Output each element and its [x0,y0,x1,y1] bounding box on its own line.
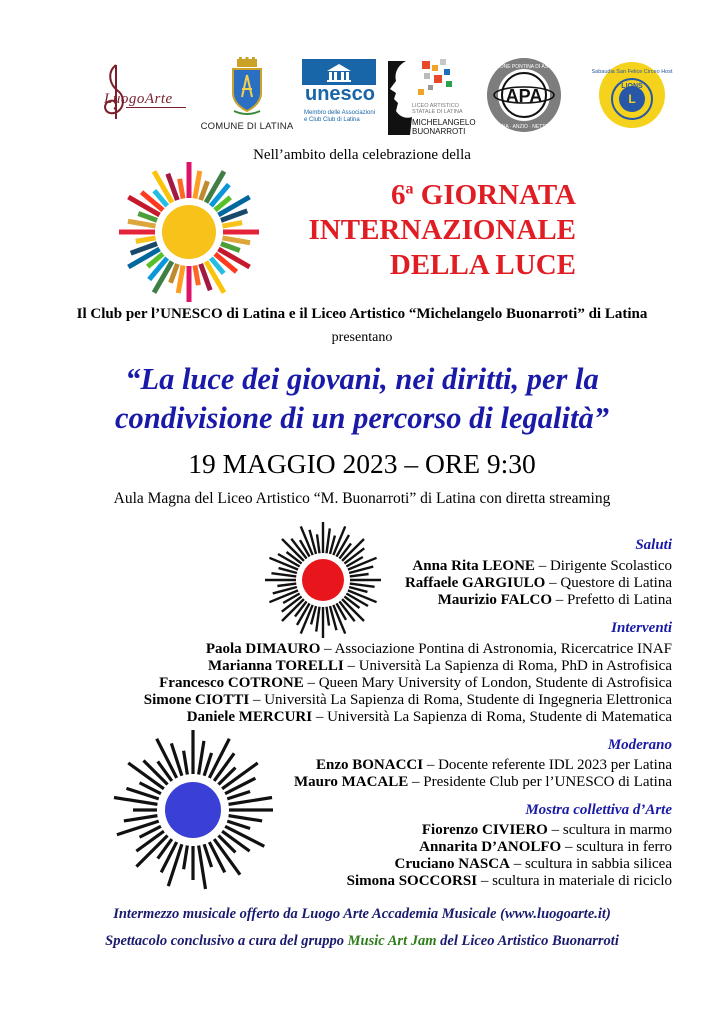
person-name: Enzo BONACCI [315,757,424,773]
person-role: – Dirigente Scolastico [534,558,672,574]
event-title-rest: GIORNATA [413,179,576,211]
person-name: Marianna TORELLI [207,658,344,674]
apa-ring-text: ASSOCIAZIONE PONTINA DI ASTRONOMIA [473,64,575,70]
comune-di-latina-text: COMUNE DI LATINA [200,121,294,132]
music-art-jam-text: Music Art Jam [347,933,437,949]
luogoarte-underline [126,107,186,108]
person-role: – Docente referente IDL 2023 per Latina [423,757,672,773]
list-item [206,641,672,658]
person-role: – Queen Mary University of London, Studente di Astrofisica [303,675,672,691]
person-role: – Università La Sapienza di Roma, PhD in Astrofisica [343,658,672,674]
unesco-emblem-box [302,59,376,85]
person-role: – scultura in sabbia silicea [509,856,672,872]
sun-ray [350,584,375,587]
person-name: Simone CIOTTI [143,692,250,708]
sun-ray [195,171,200,199]
sun-ray [199,846,206,889]
sun-ray [180,179,183,199]
liceo-buonarroti-logo [384,55,476,135]
liceo-small-text: LICEO ARTISTICO STATALE DI LATINA [412,103,463,115]
event-title-line1 [391,178,576,213]
event-title-ordinal: a [405,180,414,198]
person-role: – scultura in materiale di riciclo [477,873,672,889]
footer-music-close: ) [605,906,611,922]
sun-ray [184,751,188,775]
event-title-num: 6 [391,179,406,211]
list-item [144,692,672,709]
luogoarte-link[interactable]: www.luogoarte.it [504,906,606,922]
list-item [187,709,672,726]
person-name: Anna Rita LEONE [412,558,535,574]
person-role: – Presidente Club per l’UNESCO di Latina [408,774,672,790]
section-heading-saluti: Saluti [635,537,672,553]
sun-ray [117,821,159,835]
red-sun-icon [258,520,388,640]
sun-ray [316,607,319,632]
unesco-wordmark: unesco [304,83,376,105]
unesco-temple-icon [302,59,376,85]
sun-ray [317,534,319,553]
subtitle-line2: condivisione di un percorso di legalità” [115,401,609,435]
person-role: – scultura in ferro [561,839,672,855]
list-item [159,675,672,692]
apa-ring-bottom-text: LATINA · ANZIO · NETTUNO [491,124,557,130]
person-role: – Associazione Pontina di Astronomia, Ricercatrice INAF [320,641,672,657]
sun-ray [271,573,296,576]
blue-sun-icon [118,725,268,895]
footer-show-line [0,933,724,950]
footer-music-line [0,906,724,923]
person-role: – Università La Sapienza di Roma, Studente di Matematica [312,709,672,725]
sun-ray [136,238,156,241]
person-role: – scultura in marmo [547,822,672,838]
section-heading-interventi: Interventi [611,620,672,636]
list-item [294,774,672,791]
sun-ray [168,844,182,886]
person-role: – Università La Sapienza di Roma, Studente di Ingegneria Elettronica [249,692,672,708]
coat-of-arms-icon [230,57,264,115]
sun-ray [229,797,272,804]
person-name: Raffaele GARGIULO [404,575,546,591]
sun-ray [225,778,255,793]
list-item [316,757,672,774]
event-venue: Aula Magna del Liceo Artistico “M. Buonarroti” di Latina con diretta streaming [113,490,611,507]
person-name: Maurizio FALCO [437,592,553,608]
list-item [395,856,672,873]
list-item [419,839,672,856]
apa-logo [473,55,575,135]
footer-show-text: Spettacolo conclusivo a cura del gruppo [105,933,348,949]
list-item [405,575,672,592]
sun-ray [199,741,204,775]
liceo-name-text: MICHELANGELO BUONARROTI [412,118,476,136]
comune-di-latina-logo [198,55,296,135]
colorful-sun-icon [115,158,263,306]
footer-music-text: Intermezzo musicale offerto da Luogo Arte Accademia Musicale ( [113,906,505,922]
event-title-line2: INTERNAZIONALE [308,214,576,246]
person-name: Fiorenzo CIVIERO [421,822,548,838]
section-heading-mostra: Mostra collettiva d’Arte [525,802,672,818]
presentano-text: presentano [331,330,393,345]
list-item [422,822,672,839]
sun-ray [327,607,329,626]
luogoarte-text: LuogoArte [104,91,173,107]
luogoarte-logo [96,55,188,135]
person-name: Simona SOCCORSI [346,873,478,889]
person-name: Cruciano NASCA [394,856,510,872]
subtitle-line1: “La luce dei giovani, nei diritti, per la [125,362,599,396]
sun-ray [350,574,369,576]
list-item [347,873,672,890]
lions-center-text: LIONS [621,83,643,90]
unesco-subtitle: Membro delle Associazioni e Club Club di Latina [304,110,376,123]
list-item [208,658,672,675]
person-role: – Questore di Latina [545,575,672,591]
lions-emblem [591,55,673,135]
sun-ray [128,221,156,226]
footer-show-rest: del Liceo Artistico Buonarroti [436,933,619,949]
lions-top-text: Sabaudia San Felice Circeo Host [591,69,673,75]
person-name: Daniele MERCURI [186,709,313,725]
list-item [412,558,672,575]
apa-center-text: APA [505,86,543,106]
sun-ray [114,797,157,804]
unesco-club-logo [302,55,378,135]
person-name: Paola DIMAURO [205,641,321,657]
event-date: 19 MAGGIO 2023 – ORE 9:30 [188,448,536,479]
person-name: Mauro MACALE [293,774,409,790]
sun-ray [222,238,250,243]
apa-emblem [473,55,575,135]
sun-ray [195,265,198,285]
lions-club-logo [591,55,673,135]
svg-text:L: L [628,92,636,106]
intro-text: Nell’ambito della celebrazione della [253,147,471,163]
sun-ray [178,265,183,293]
sun-ray [229,816,263,821]
sun-ray [327,528,330,553]
sun-ray [124,816,158,821]
sun-ray [184,846,188,870]
person-name: Francesco COTRONE [159,675,304,691]
sun-ray [209,842,224,872]
person-role: – Prefetto di Latina [552,592,672,608]
sun-ray [277,584,296,586]
organizers-text: Il Club per l’UNESCO di Latina e il Liceo Artistico “Michelangelo Buonarroti” di Latina [76,306,648,322]
list-item [438,592,672,609]
person-name: Annarita D’ANOLFO [419,839,562,855]
section-heading-moderano: Moderano [607,737,672,753]
sun-ray [222,223,242,226]
event-title-line3: DELLA LUCE [389,249,576,281]
